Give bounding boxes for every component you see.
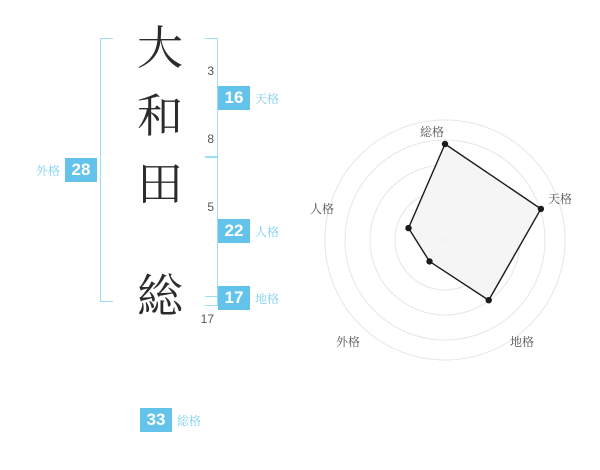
kanji-row xyxy=(128,262,214,330)
kanji-character: 総 xyxy=(137,269,183,323)
radar-data-point xyxy=(442,141,448,147)
radar-data-point xyxy=(538,206,544,212)
radar-data-point xyxy=(405,225,411,231)
jinkaku-bracket xyxy=(205,156,218,306)
chikaku-label: 地格 xyxy=(255,291,280,306)
radar-data-point xyxy=(486,297,492,303)
gaikaku-label: 外格 xyxy=(36,163,61,178)
jinkaku-label: 人格 xyxy=(255,224,280,239)
stroke-count: 5 xyxy=(207,200,214,214)
gaikaku-bracket xyxy=(100,38,113,302)
gaikaku-value: 28 xyxy=(65,158,97,182)
tenkaku-label: 天格 xyxy=(255,91,280,106)
radar-data-point xyxy=(426,258,432,264)
chikaku-value-group xyxy=(218,286,279,310)
soukaku-value-group xyxy=(140,408,201,432)
radar-series xyxy=(405,141,544,304)
kanji-column xyxy=(128,14,214,330)
soukaku-value: 33 xyxy=(140,408,172,432)
kanji-character: 田 xyxy=(137,157,183,211)
stroke-count: 3 xyxy=(207,64,214,78)
jinkaku-value-group xyxy=(218,219,279,243)
stroke-count: 17 xyxy=(200,312,214,326)
gaikaku-value-group xyxy=(36,158,97,182)
kanji-character: 和 xyxy=(137,89,183,143)
kanji-character: 大 xyxy=(137,21,183,75)
stroke-count: 8 xyxy=(207,132,214,146)
jinkaku-value: 22 xyxy=(218,219,250,243)
soukaku-label: 総格 xyxy=(177,413,202,428)
radar-chart xyxy=(300,105,600,375)
chikaku-value: 17 xyxy=(218,286,250,310)
kanji-row xyxy=(128,150,214,218)
radar-axis-label-gaikaku: 外格 xyxy=(336,335,361,349)
tenkaku-value-group xyxy=(218,86,279,110)
radar-axis-label-tenkaku: 天格 xyxy=(548,192,573,206)
kanji-row xyxy=(128,82,214,150)
kanji-row xyxy=(128,14,214,82)
radar-axis-label-jinkaku: 人格 xyxy=(310,202,335,216)
radar-axis-label-chikaku: 地格 xyxy=(510,335,535,349)
tenkaku-value: 16 xyxy=(218,86,250,110)
chikaku-bracket xyxy=(205,296,217,297)
radar-axis-label-soukaku: 総格 xyxy=(420,125,445,139)
